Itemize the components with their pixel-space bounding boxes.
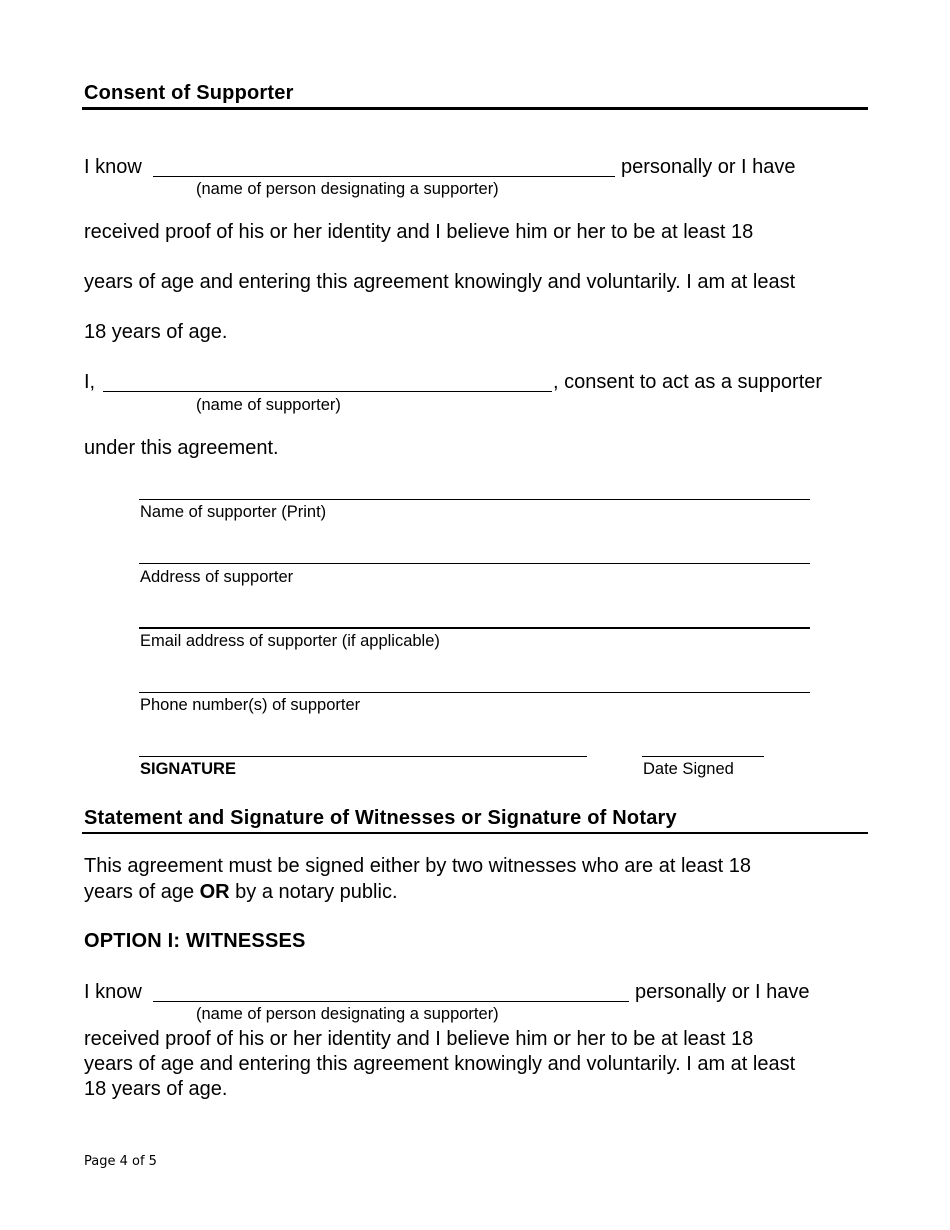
witness-know-suffix: personally or I have bbox=[635, 981, 810, 1003]
designator-name-caption: (name of person designating a supporter) bbox=[196, 180, 499, 198]
witness-intro-1: This agreement must be signed either by two witnesses who are at least 18 bbox=[84, 855, 752, 877]
signature-line[interactable] bbox=[139, 756, 587, 757]
know-prefix: I know bbox=[84, 156, 142, 178]
consent-heading: Consent of Supporter bbox=[84, 82, 294, 104]
signature-label: SIGNATURE bbox=[140, 760, 236, 778]
consent-line-4: 18 years of age. bbox=[84, 321, 228, 343]
witness-name-caption: (name of person designating a supporter) bbox=[196, 1005, 499, 1023]
name-print-label: Name of supporter (Print) bbox=[140, 503, 327, 521]
witness-know-prefix: I know bbox=[84, 981, 142, 1003]
email-label: Email address of supporter (if applicable) bbox=[140, 632, 440, 650]
address-label: Address of supporter bbox=[140, 568, 294, 586]
know-suffix: personally or I have bbox=[621, 156, 796, 178]
witness-heading-rule bbox=[82, 832, 868, 834]
consent-line-3: years of age and entering this agreement knowingly and voluntarily. I am at least bbox=[84, 271, 796, 293]
heading-rule bbox=[82, 107, 868, 110]
date-signed-line[interactable] bbox=[642, 756, 764, 757]
witness-line-3: years of age and entering this agreement knowingly and voluntarily. I am at least bbox=[84, 1053, 796, 1075]
witness-line-4: 18 years of age. bbox=[84, 1078, 228, 1100]
witness-line-2: received proof of his or her identity and I believe him or her to be at least 18 bbox=[84, 1028, 754, 1050]
designator-name-line[interactable] bbox=[153, 176, 615, 177]
name-print-line[interactable] bbox=[139, 499, 810, 500]
witness-intro-2-post: by a notary public. bbox=[229, 881, 398, 903]
i-prefix: I, bbox=[84, 371, 96, 393]
consent-suffix: , consent to act as a supporter bbox=[553, 371, 823, 393]
witness-intro-2-pre: years of age bbox=[84, 881, 200, 903]
address-line[interactable] bbox=[139, 563, 810, 564]
witness-intro-2 bbox=[84, 881, 398, 904]
phone-line[interactable] bbox=[139, 692, 810, 693]
phone-label: Phone number(s) of supporter bbox=[140, 696, 361, 714]
supporter-name-line[interactable] bbox=[103, 391, 552, 392]
option-heading: OPTION I: WITNESSES bbox=[84, 930, 306, 952]
witness-intro-2-bold: OR bbox=[199, 881, 230, 903]
under-agreement: under this agreement. bbox=[84, 437, 279, 459]
consent-line-2: received proof of his or her identity and I believe him or her to be at least 18 bbox=[84, 221, 754, 243]
email-line[interactable] bbox=[139, 627, 810, 629]
witness-designator-name-line[interactable] bbox=[153, 1001, 629, 1002]
date-signed-label: Date Signed bbox=[643, 760, 734, 778]
page-number: Page 4 of 5 bbox=[84, 1154, 157, 1169]
witness-heading: Statement and Signature of Witnesses or Signature of Notary bbox=[84, 807, 677, 829]
supporter-name-caption: (name of supporter) bbox=[196, 396, 341, 414]
